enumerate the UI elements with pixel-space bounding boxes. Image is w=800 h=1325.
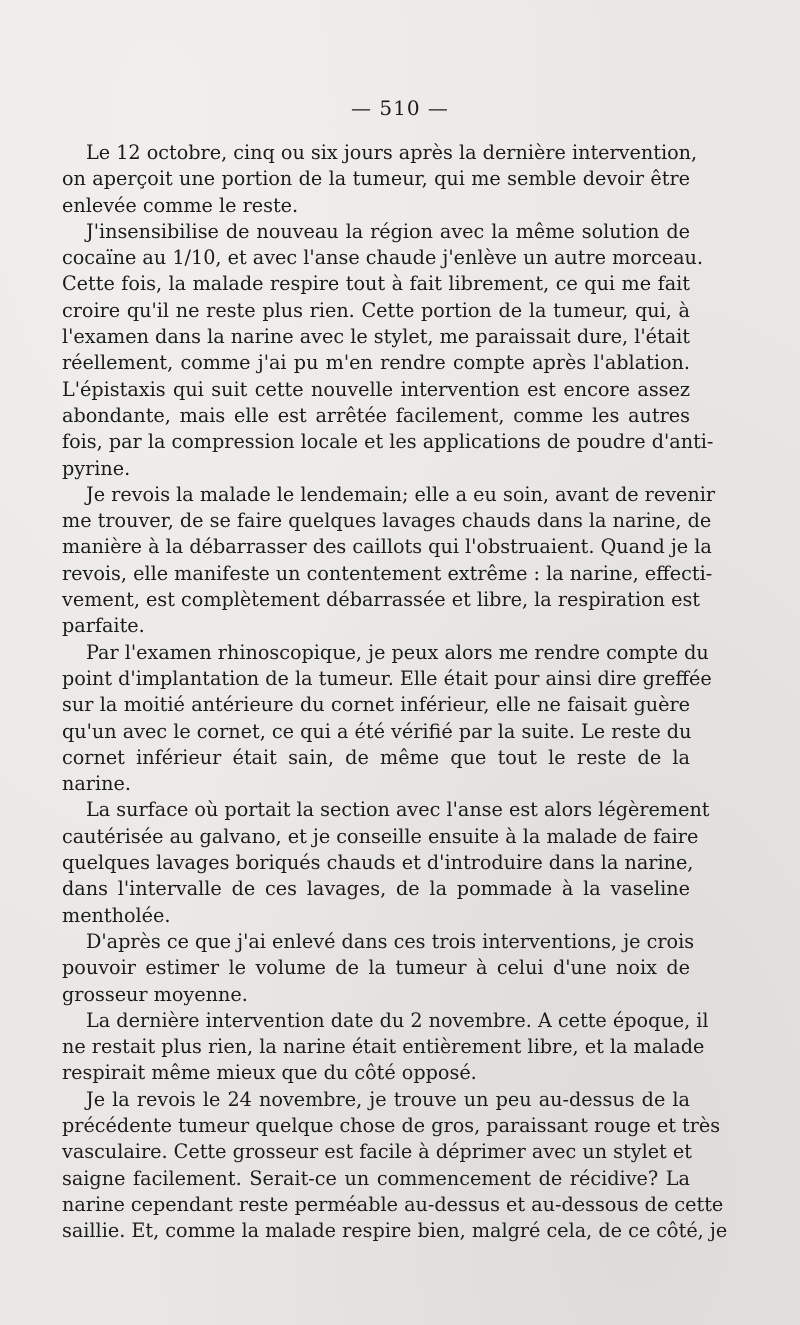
text-line: Le 12 octobre, cinq ou six jours après la dernière intervention, xyxy=(86,141,698,164)
text-line: ne restait plus rien, la narine était entièrement libre, et la malade xyxy=(62,1035,705,1059)
text-line: parfaite. xyxy=(62,614,145,638)
text-line: qu'un avec le cornet, ce qui a été vérifié par la suite. Le reste du xyxy=(62,719,692,743)
text-line: pouvoir estimer le volume de la tumeur à celui d'une noix de xyxy=(62,956,690,980)
text-line: point d'implantation de la tumeur. Elle était pour ainsi dire greffée xyxy=(62,666,712,690)
page-number: — 510 — xyxy=(351,96,449,120)
text-line: précédente tumeur quelque chose de gros, paraissant rouge et très xyxy=(62,1113,721,1137)
text-line: mentholée. xyxy=(62,903,171,927)
text-line: réellement, comme j'ai pu m'en rendre compte après l'ablation. xyxy=(62,351,690,375)
body-text xyxy=(62,140,728,1244)
text-line: vement, est complètement débarrassée et libre, la respiration est xyxy=(62,588,701,612)
text-line: sur la moitié antérieure du cornet inférieur, elle ne faisait guère xyxy=(62,693,690,717)
text-line: on aperçoit une portion de la tumeur, qui me semble devoir être xyxy=(62,167,690,191)
text-line: Cette fois, la malade respire tout à fait librement, ce qui me fait xyxy=(62,272,690,296)
text-line: cornet inférieur était sain, de même que tout le reste de la xyxy=(62,745,690,769)
text-line: l'examen dans la narine avec le stylet, me paraissait dure, l'était xyxy=(62,325,690,349)
text-line: D'après ce que j'ai enlevé dans ces trois interventions, je crois xyxy=(86,929,695,953)
text-line: abondante, mais elle est arrêtée facilement, comme les autres xyxy=(62,403,690,427)
text-line: respirait même mieux que du côté opposé. xyxy=(62,1061,477,1085)
text-line: quelques lavages boriqués chauds et d'introduire dans la narine, xyxy=(62,851,694,875)
text-line: cautérisée au galvano, et je conseille ensuite à la malade de faire xyxy=(62,824,699,848)
text-line: narine cependant reste perméable au-dessus et au-dessous de cette xyxy=(62,1192,724,1216)
text-line: narine. xyxy=(62,772,131,796)
text-line: La dernière intervention date du 2 novembre. A cette époque, il xyxy=(86,1008,709,1032)
text-line: saigne facilement. Serait-ce un commencement de récidive? La xyxy=(62,1166,690,1190)
text-line: J'insensibilise de nouveau la région avec la même solution de xyxy=(86,219,690,243)
text-line: dans l'intervalle de ces lavages, de la pommade à la vaseline xyxy=(62,877,690,901)
text-line: vasculaire. Cette grosseur est facile à déprimer avec un stylet et xyxy=(62,1140,692,1164)
text-line: fois, par la compression locale et les applications de poudre d'anti- xyxy=(62,430,714,454)
text-line: L'épistaxis qui suit cette nouvelle intervention est encore assez xyxy=(62,377,690,401)
text-line: Par l'examen rhinoscopique, je peux alors me rendre compte du xyxy=(86,640,709,664)
text-line: manière à la débarrasser des caillots qui l'obstruaient. Quand je la xyxy=(62,535,712,559)
text-line: croire qu'il ne reste plus rien. Cette portion de la tumeur, qui, à xyxy=(62,298,690,322)
text-line: enlevée comme le reste. xyxy=(62,193,299,217)
text-line: revois, elle manifeste un contentement extrême : la narine, effecti- xyxy=(62,561,713,585)
text-line: me trouver, de se faire quelques lavages chauds dans la narine, de xyxy=(62,509,712,533)
text-line: cocaïne au 1/10, et avec l'anse chaude j'enlève un autre morceau. xyxy=(62,246,703,270)
text-line: Je revois la malade le lendemain; elle a eu soin, avant de revenir xyxy=(86,482,716,506)
text-line: Je la revois le 24 novembre, je trouve un peu au-dessus de la xyxy=(86,1087,690,1111)
text-line: pyrine. xyxy=(62,456,131,480)
text-line: La surface où portait la section avec l'anse est alors légèrement xyxy=(86,798,710,822)
text-line: saillie. Et, comme la malade respire bien, malgré cela, de ce côté, je xyxy=(62,1219,728,1243)
text-line: grosseur moyenne. xyxy=(62,982,248,1006)
